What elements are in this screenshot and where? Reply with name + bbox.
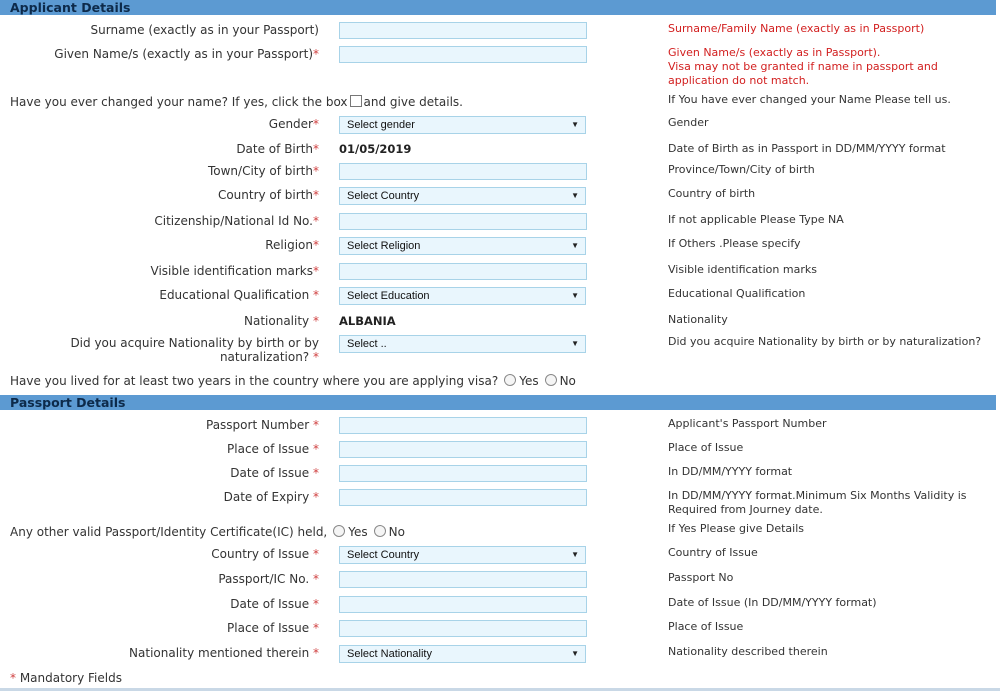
chevron-down-icon: ▼ — [571, 120, 579, 129]
dob-value: 01/05/2019 — [339, 142, 412, 156]
education-hint: Educational Qualification — [668, 287, 806, 300]
chevron-down-icon: ▼ — [571, 649, 579, 658]
section-header-applicant: Applicant Details — [0, 0, 996, 15]
lived-two-years-question: Have you lived for at least two years in the country where you are applying visa? Yes No — [10, 374, 576, 388]
ic-country-of-issue-select[interactable]: Select Country ▼ — [339, 546, 586, 564]
date-of-issue-hint: In DD/MM/YYYY format — [668, 465, 793, 478]
date-of-expiry-label: Date of Expiry * — [223, 490, 319, 504]
ic-place-of-issue-hint: Place of Issue — [668, 620, 744, 633]
other-passport-hint: If Yes Please give Details — [668, 522, 805, 535]
chevron-down-icon: ▼ — [571, 191, 579, 200]
date-of-issue-label: Date of Issue * — [230, 466, 319, 480]
given-name-hint: Given Name/s (exactly as in Passport). Visa may not be granted if name in passport and application do not match. — [668, 46, 938, 87]
town-label: Town/City of birth* — [207, 164, 319, 178]
ic-nationality-select[interactable]: Select Nationality ▼ — [339, 645, 586, 663]
education-label: Educational Qualification * — [159, 288, 319, 302]
surname-input[interactable] — [339, 22, 587, 39]
religion-select[interactable]: Select Religion ▼ — [339, 237, 586, 255]
marks-input[interactable] — [339, 263, 587, 280]
place-of-issue-hint: Place of Issue — [668, 441, 744, 454]
other-passport-question: Any other valid Passport/Identity Certificate(IC) held, Yes No — [10, 525, 405, 539]
gender-select[interactable]: Select gender ▼ — [339, 116, 586, 134]
other-passport-no-radio[interactable] — [374, 525, 386, 537]
country-birth-hint: Country of birth — [668, 187, 756, 200]
country-birth-select[interactable]: Select Country ▼ — [339, 187, 586, 205]
acquire-nationality-hint: Did you acquire Nationality by birth or by naturalization? — [668, 335, 982, 348]
religion-label: Religion* — [265, 238, 319, 252]
date-of-issue-input[interactable] — [339, 465, 587, 482]
ic-number-input[interactable] — [339, 571, 587, 588]
marks-hint: Visible identification marks — [668, 263, 817, 276]
other-passport-yes-radio[interactable] — [333, 525, 345, 537]
given-name-input[interactable] — [339, 46, 587, 63]
section-header-passport: Passport Details — [0, 395, 996, 410]
changed-name-hint: If You have ever changed your Name Please tell us. — [668, 93, 951, 106]
changed-name-checkbox[interactable] — [350, 95, 362, 107]
mandatory-fields-note: * Mandatory Fields — [10, 671, 122, 685]
surname-label: Surname (exactly as in your Passport) — [90, 23, 319, 37]
changed-name-question: Have you ever changed your name? If yes, click the box and give details. — [10, 95, 463, 109]
chevron-down-icon: ▼ — [571, 241, 579, 250]
given-name-label: Given Name/s (exactly as in your Passport)* — [54, 47, 319, 61]
country-birth-label: Country of birth* — [217, 188, 319, 202]
surname-hint: Surname/Family Name (exactly as in Passport) — [668, 22, 925, 35]
ic-nationality-label: Nationality mentioned therein * — [129, 646, 319, 660]
dob-label: Date of Birth* — [236, 142, 319, 156]
chevron-down-icon: ▼ — [571, 339, 579, 348]
dob-hint: Date of Birth as in Passport in DD/MM/YYYY format — [668, 142, 946, 155]
acquire-nationality-label: Did you acquire Nationality by birth or by naturalization? * — [70, 336, 319, 364]
ic-number-label: Passport/IC No. * — [218, 572, 319, 586]
passport-number-label: Passport Number * — [206, 418, 319, 432]
acquire-nationality-select[interactable]: Select .. ▼ — [339, 335, 586, 353]
ic-nationality-hint: Nationality described therein — [668, 645, 828, 658]
religion-hint: If Others .Please specify — [668, 237, 801, 250]
education-select[interactable]: Select Education ▼ — [339, 287, 586, 305]
place-of-issue-label: Place of Issue * — [227, 442, 319, 456]
ic-country-of-issue-hint: Country of Issue — [668, 546, 758, 559]
gender-hint: Gender — [668, 116, 709, 129]
citizenship-hint: If not applicable Please Type NA — [668, 213, 844, 226]
passport-number-hint: Applicant's Passport Number — [668, 417, 827, 430]
gender-label: Gender* — [268, 117, 319, 131]
ic-country-of-issue-label: Country of Issue * — [211, 547, 319, 561]
nationality-hint: Nationality — [668, 313, 728, 326]
chevron-down-icon: ▼ — [571, 291, 579, 300]
lived-yes-radio[interactable] — [504, 374, 516, 386]
nationality-label: Nationality * — [244, 314, 319, 328]
citizenship-input[interactable] — [339, 213, 587, 230]
date-of-expiry-hint: In DD/MM/YYYY format.Minimum Six Months Validity is Required from Journey date. — [668, 489, 967, 516]
nationality-value: ALBANIA — [339, 314, 396, 328]
date-of-expiry-input[interactable] — [339, 489, 587, 506]
citizenship-label: Citizenship/National Id No.* — [154, 214, 319, 228]
lived-no-radio[interactable] — [545, 374, 557, 386]
ic-place-of-issue-input[interactable] — [339, 620, 587, 637]
ic-date-of-issue-input[interactable] — [339, 596, 587, 613]
marks-label: Visible identification marks* — [150, 264, 319, 278]
ic-date-of-issue-label: Date of Issue * — [230, 597, 319, 611]
town-input[interactable] — [339, 163, 587, 180]
ic-date-of-issue-hint: Date of Issue (In DD/MM/YYYY format) — [668, 596, 877, 609]
town-hint: Province/Town/City of birth — [668, 163, 815, 176]
passport-number-input[interactable] — [339, 417, 587, 434]
chevron-down-icon: ▼ — [571, 550, 579, 559]
place-of-issue-input[interactable] — [339, 441, 587, 458]
ic-place-of-issue-label: Place of Issue * — [227, 621, 319, 635]
ic-number-hint: Passport No — [668, 571, 734, 584]
